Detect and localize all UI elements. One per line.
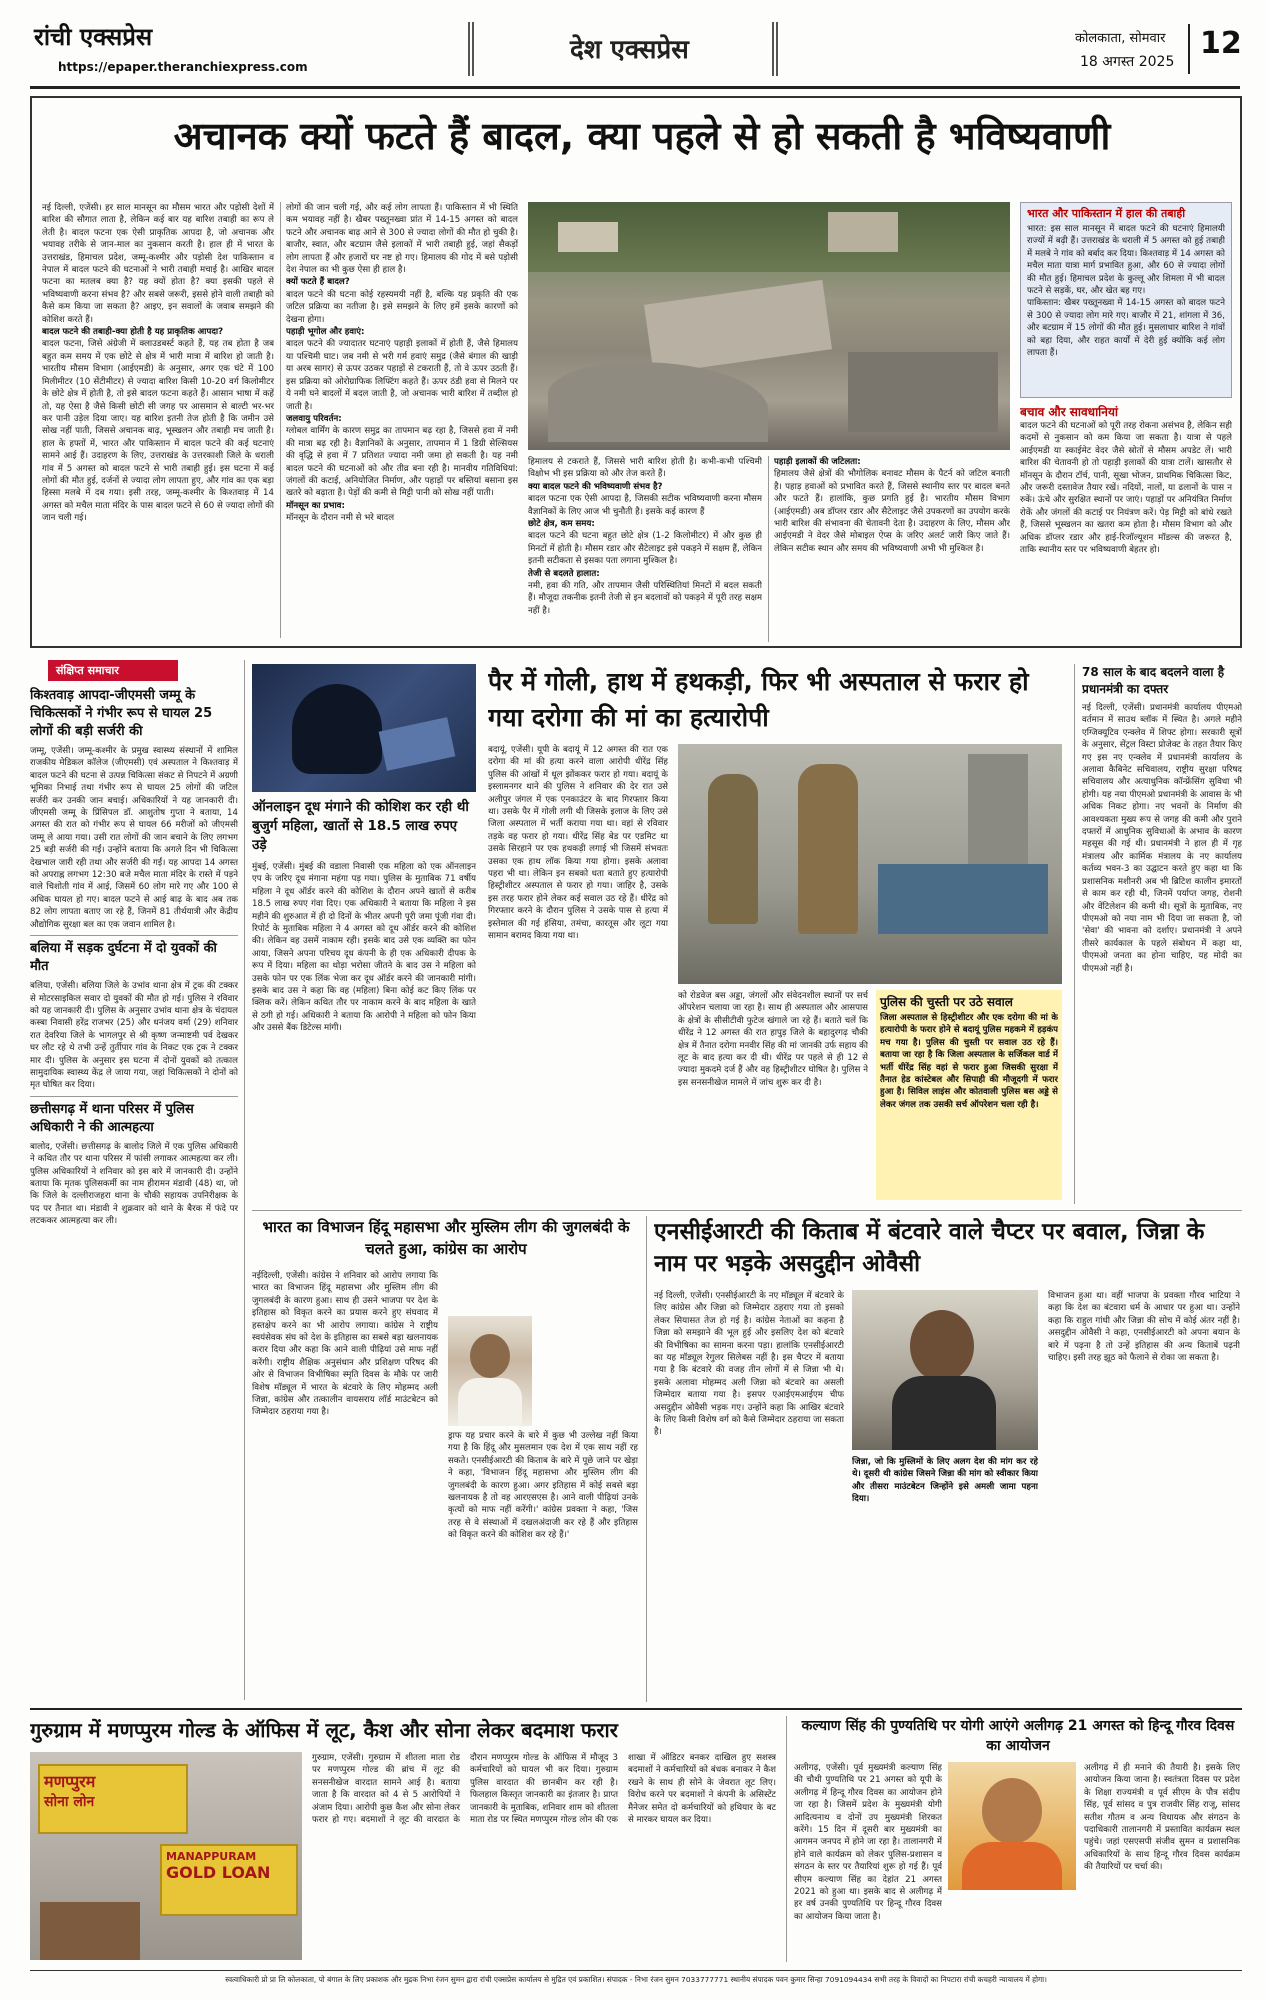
briefs-vrule xyxy=(244,660,245,1700)
lead-mid-text: हिमालय से टकराते हैं, जिससे भारी बारिश होती है। कभी-कभी पश्चिमी विक्षोभ भी इस प्रक्रिया को और तेज करते हैं। xyxy=(528,457,762,480)
date: 18 अगस्त 2025 xyxy=(1080,54,1175,70)
masthead xyxy=(30,18,1242,82)
lead-col2-text-d: ग्लोबल वार्मिंग के कारण समुद्र का तापमान बढ़ रहा है, जिससे हवा में नमी की मात्रा बढ़ रही है। वैज्ञानिकों के अनुसार, तापमान में 1 डिग्री सेल्सियस की वृद्धि से हवा में 7 प्रतिशत ज्यादा नमी जमा हो सकती है। यह नमी बादल फटने की घटनाओं को और तीव्र बना रही है। मानवीय गतिविधियां: जंगलों की कटाई, अनियोजित निर्माण, और पहाड़ों पर बस्तियां बसाना इस खतरे को बढ़ाता है। पेड़ों की कमी से मिट्टी पानी को सोख नहीं पाती। xyxy=(286,426,518,499)
congress-photo xyxy=(448,1316,532,1426)
gold-sign-english-2: GOLD LOAN xyxy=(166,1863,271,1882)
safety-box xyxy=(1020,404,1232,642)
page-divider xyxy=(1188,24,1190,74)
daroga-body: बदायूं, एजेंसी। यूपी के बदायूं में 12 अगस्त की रात एक दरोगा की मां की हत्या करने वाला आरोपी धीरेंद्र सिंह पुलिस की आंखों में धूल झोंककर फरार हो गया। बदायूं के इस्लामनगर थाने की पुलिस ने शनिवार की देर रात उसे अलीपुर जंगल में एक एनकाउंटर के बाद गिरफ्तार किया था। उसके पैर में गोली लगी थी जिसके इलाज के लिए उसे जिला अस्पताल में भर्ती कराया गया था। वहां से रविवार तड़के वह फरार हो गया। धीरेंद्र सिंह बेड पर एडमिट था उसके सिरहाने पर एक हथकड़ी लगाई भी जिसमें संभवतः उसका एक हाथ लॉक किया गया होगा। इसके अलावा पहरा भी था। लेकिन इन सबको धता बताते हुए हत्यारोपी हिस्ट्रीशीटर अस्पताल से फरार हो गया। जाहिर है, उसके इस तरह फरार होने लेकर कई सवाल उठ रहे हैं। धीरेंद्र को गिरफ्तार करने के दौरान पुलिस ने उसके पास से हत्या में इस्तेमाल की गई हंसिया, तमंचा, कारतूस और लूटा गया सामान बरामद किया गया था। xyxy=(488,745,668,942)
owaisi-body2: विभाजन हुआ था। वहीं भाजपा के प्रवक्ता गौरव भाटिया ने कहा कि देश का बंटवारा धर्म के आधार पर हुआ था। उन्होंने कहा कि राहुल गांधी और जिन्ना की सोच में कोई अंतर नहीं है। असदुद्दीन ओवैसी ने कहा, एनसीईआरटी को अपना बयान के बारे में पढ़ना है तो उन्हें इतिहास की अन्य किताबें पढ़नी चाहिए। इसी तरह झूठ को फैलाने से रोका जा सकता है। xyxy=(1048,1291,1240,1364)
section-title: देश एक्सप्रेस xyxy=(570,35,689,65)
city-day: कोलकाता, सोमवार xyxy=(1075,31,1166,46)
bottom-rule xyxy=(30,1708,1242,1710)
lead-col2-text-e: मॉनसून के दौरान नमी से भरे बादल xyxy=(286,513,395,524)
page-number: 12 xyxy=(1200,26,1242,61)
briefs-label: संक्षिप्त समाचार xyxy=(48,660,178,681)
lead-mid-text3: बादल फटने की घटना बहुत छोटे क्षेत्र (1-2 किलोमीटर) में और कुछ ही मिनटों में होती है। मौसम रडार और सैटेलाइट इसे पकड़ने में सक्षम हैं, लेकिन इतनी सटीकता से इसका पता लगाना मुश्किल है। xyxy=(528,531,762,567)
congress-head: भारत का विभाजन हिंदू महासभा और मुस्लिम लीग की जुगलबंदी के चलते हुआ, कांग्रेस का आरोप xyxy=(262,1218,630,1258)
yogi-head: कल्याण सिंह की पुण्यतिथि पर योगी आएंगे अलीगढ़ 21 अगस्त को हिन्दू गौरव दिवस का आयोजन xyxy=(801,1718,1235,1754)
milk-head: ऑनलाइन दूध मंगाने की कोशिश कर रही थी बुजुर्ग महिला, खातों से 18.5 लाख रुपए उड़े xyxy=(252,799,469,853)
daroga-box-title: पुलिस की चुस्ती पर उठे सवाल xyxy=(880,995,1013,1009)
owaisi-caption: जिन्ना, जो कि मुस्लिमों के लिए अलग देश की मांग कर रहे थे। दूसरी थी कांग्रेस जिसने जिन्ना की मांग को स्वीकार किया और तीसरा माउंटबेटन जिन्होंने इसे अमली जामा पहना दिया। xyxy=(852,1457,1038,1505)
yogi-photo xyxy=(948,1762,1076,1890)
gold-sign-english xyxy=(160,1844,298,1916)
milk-body: मुंबई, एजेंसी। मुंबई की वडाला निवासी एक महिला को एक ऑनलाइन एप के जरिए दूध मंगाना महंगा पड़ गया। पुलिस के मुताबिक 71 वर्षीय महिला ने दूध ऑर्डर करने की कोशिश के दौरान अपने खातों से करीब 18.5 लाख रुपए गंवा दिए। एक अधिकारी ने बताया कि महिला ने इस महीने की शुरुआत में ही दो दिनों के भीतर अपनी पूरी जमा पूंजी गंवा दी। रिपोर्ट के मुताबिक महिला ने 4 अगस्त को दूध ऑर्डर करने की कोशिश की। लेकिन वह उसमें नाकाम रही। इसके बाद उसे एक व्यक्ति का फोन आया, जिसने अपना परिचय दूध कंपनी के ही एक अधिकारी दीपक के रूप में दिया। महिला का थोड़ा भरोसा जीतने के बाद उस ने महिला को उसके फोन पर एक लिंक भेजा कर दूध ऑर्डर करने की जानकारी मांगी। इसके बाद उस ने कहा कि वह (महिला) बिना कोई कट किए लिंक पर क्लिक करें। लेकिन कथित तौर पर नाकाम करने के बाद महिला के खाते से ठगी हो गई। अधिकारी ने बताया कि आरोपी ने महिला को फोन किया और उससे बैंक डिटेल्स मांगी। xyxy=(252,862,476,1034)
masthead-rule xyxy=(30,86,1240,89)
gold-head: गुरुग्राम में मणप्पुरम गोल्ड के ऑफिस में लूट, कैश और सोना लेकर बदमाश फरार xyxy=(30,1718,618,1742)
gold-photo xyxy=(30,1752,302,1960)
briefs-column xyxy=(30,660,238,1702)
brief1-head: किश्तवाड़ आपदा-जीएमसी जम्मू के चिकित्सकों ने गंभीर रूप से घायल 25 लोगों की बड़ी सर्जरी की xyxy=(30,688,213,739)
yogi-body2: अलीगढ़ में ही मनाने की तैयारी है। इसके लिए आयोजन किया जाना है। स्वतंत्रता दिवस पर प्रदेश के शिक्षा राज्यमंत्री व पूर्व सीएम के पौत्र संदीप सिंह, पूर्व सांसद व पुत्र राजवीर सिंह राजू, सांसद सतीश गौतम व अन्य विधायक और संगठन के पदाधिकारी तालानगरी में प्रस्तावित कार्यक्रम स्थल पहुंचे। जहां एसएसपी संजीव सुमन व प्रशासनिक अधिकारियों के साथ हिन्दू गौरव दिवस कार्यक्रम की तैयारियों पर चर्चा की। xyxy=(1084,1763,1240,1873)
gold-vrule xyxy=(786,1716,787,1962)
lead-col2-sub1: क्यों फटते हैं बादल? xyxy=(286,277,350,288)
lead-col-2 xyxy=(286,202,518,642)
lead-col2-sub2: पहाड़ी भूगोल और हवाएं: xyxy=(286,327,365,338)
safety-box-body: बादल फटने की घटनाओं को पूरी तरह रोकना असंभव है, लेकिन सही कदमों से नुकसान को कम किया जा सकता है। यात्रा से पहले आईएमडी या स्काईमेट वेदर जैसे स्रोतों से मौसम अपडेट लें। भारी बारिश की चेतावनी हो तो पहाड़ी इलाकों की यात्रा टालें। खासतौर से मॉनसून के दौरान टॉर्च, पानी, सूखा भोजन, प्राथमिक चिकित्सा किट, और जरूरी दस्तावेज तैयार रखें। नदियों, नालों, या ढलानों के पास न रुकें। ऊंचे और सुरक्षित स्थानों पर जाएं। पहाड़ों पर अनियंत्रित निर्माण रोकें और जंगलों की कटाई पर नियंत्रण करें। पेड़ मिट्टी को बांधे रखते हैं, जिससे भूस्खलन का खतरा कम होता है। मौसम विभाग को और अधिक डॉप्लर रडार और हाई-रिजॉल्यूशन मॉडल्स की जरूरत है, ताकि स्थानीय स्तर पर भविष्यवाणी बेहतर हो। xyxy=(1020,421,1232,556)
gold-sign-hindi-2: सोना लोन xyxy=(44,1794,95,1810)
brief-rule-2 xyxy=(30,1096,238,1097)
lead-mid-sub3: तेजी से बदलते हालात: xyxy=(528,568,600,579)
safety-box-title: बचाव और सावधानियां xyxy=(1020,405,1119,419)
yogi-body: अलीगढ़, एजेंसी। पूर्व मुख्यमंत्री कल्याण सिंह की चौथी पुण्यतिथि पर 21 अगस्त को यूपी के अलीगढ़ में हिन्दू गौरव दिवस का आयोजन होने जा रहा है। जिसमें प्रदेश के मुख्यमंत्री योगी आदित्यनाथ व दोनों उप मुख्यमंत्री शिरकत करेंगे। 15 दिन में दूसरी बार मुख्यमंत्री का आगमन जनपद में होने जा रहा है। तालानगरी में होने वाले कार्यक्रम को लेकर पुलिस-प्रशासन व संगठन के स्तर पर तैयारियां शुरू हो गई हैं। पूर्व सीएम कल्याण सिंह का देहांत 21 अगस्त 2021 को हुआ था। इसके बाद से अलीगढ़ में हर वर्ष उनकी पुण्यतिथि पर हिन्दू गौरव दिवस का आयोजन किया जाता है। xyxy=(794,1763,942,1922)
daroga-head: पैर में गोली, हाथ में हथकड़ी, फिर भी अस्पताल से फरार हो गया दरोगा की मां का हत्यारोपी xyxy=(488,667,1029,732)
lead-col1-text: नई दिल्ली, एजेंसी। हर साल मानसून का मौसम भारत और पड़ोसी देशों में बारिश की सौगात लाता है, लेकिन कई बार यह बारिश तबाही का रूप ले लेती है। बादल फटना एक ऐसी प्राकृतिक आपदा है, जो अचानक और भयावह तरीके से जान-माल का नुकसान करती है। हाल ही में भारत के उत्तराखंड, हिमाचल प्रदेश, जम्मू-कश्मीर और पड़ोसी देश पाकिस्तान व नेपाल में बादल फटने की घटनाओं ने भारी तबाही मचाई है। आखिर बादल फटना का मतलब क्या है? यह क्यों होता है? क्या इसकी पहले से भविष्यवाणी करना संभव है? और सबसे जरूरी, इससे होने वाली तबाही को कैसे कम किया जा सकता है? आइए, इन सवालों के जवाब समझने की कोशिश करते हैं। xyxy=(42,203,274,325)
daroga-box-body: जिला अस्पताल से हिस्ट्रीशीटर और एक दरोगा की मां के हत्यारोपी के फरार होने से बदायूं पुलिस महकमे में हड़कंप मच गया है। पुलिस की चुस्ती पर सवाल उठ रहे हैं। बताया जा रहा है कि जिला अस्पताल के सर्जिकल वार्ड में भर्ती धीरेंद्र सिंह वहां से फरार हुआ जिसकी सुरक्षा में तैनात हेड कांस्टेबल और सिपाही की मौजूदगी में फरार हुआ है। सिविल लाइंस और कोतवाली पुलिस बस अड्डे से लेकर जंगल तक उसकी सर्च ऑपरेशन चला रही है। xyxy=(880,1013,1058,1110)
congress-body: नईदिल्ली, एजेंसी। कांग्रेस ने शनिवार को आरोप लगाया कि भारत का विभाजन हिंदू महासभा और मुस्लिम लीग की जुगलबंदी के कारण हुआ। साथ ही उसने भाजपा पर देश के इतिहास को विकृत करने का प्रयास करने हुए संघवाद में हस्तक्षेप करने का भी आरोप लगाया। कांग्रेस ने राष्ट्रीय स्वयंसेवक संघ को देश के इतिहास का सबसे बड़ा खलनायक करार दिया और कहा कि आने वाली पीढ़ियां उसे माफ नहीं करेंगी। राष्ट्रीय शैक्षिक अनुसंधान और प्रशिक्षण परिषद की ओर से विभाजन विभीषिका स्मृति दिवस के मौके पर जारी विशेष मॉड्यूल में भारत के बंटवारे के लिए मोहम्मद अली जिन्ना, कांग्रेस और तत्कालीन वायसराय लॉर्ड माउंटबेटन को जिम्मेदार ठहराया गया है। xyxy=(252,1271,438,1418)
lead-mid-col-2 xyxy=(774,456,1010,642)
brief3-head: छत्तीसगढ़ में थाना परिसर में पुलिस अधिकारी ने की आत्महत्या xyxy=(30,1101,194,1135)
cloudburst-photo xyxy=(528,202,1010,450)
brief-rule-1 xyxy=(30,935,238,936)
lead-col1-sub: बादल फटने की तबाही-क्या होती है यह प्राकृतिक आपदा? xyxy=(42,327,224,338)
congress-body2: ड्राफ यह प्रचार करने के बारे में कुछ भी उल्लेख नहीं किया गया है कि हिंदू और मुसलमान एक देश में एक साथ नहीं रह सकते। एनसीईआरटी की किताब के बारे में पूछे जाने पर खेड़ा ने कहा, 'विभाजन हिंदू महासभा और मुस्लिम लीग की जुगलबंदी के कारण हुआ। अगर इतिहास में कोई सबसे बड़ा खलनायक है तो वह आरएसएस है। आने वाली पीढ़ियां उनके कृत्यों को माफ नहीं करेंगी।' कांग्रेस प्रवक्ता ने कहा, 'जिस तरह से वे संस्थाओं में दखलअंदाजी कर रहे हैं और इतिहास को विकृत करने की कोशिश कर रहे हैं।' xyxy=(448,1431,638,1541)
congress-vrule xyxy=(646,1216,647,1702)
gold-sign-hindi xyxy=(38,1764,188,1834)
lead-mid-sub1: क्या बादल फटने की भविष्यवाणी संभव है? xyxy=(528,481,663,492)
gold-sign-english-1: MANAPPURAM xyxy=(166,1850,257,1863)
daroga-photo xyxy=(678,744,1062,984)
gold-story xyxy=(30,1716,778,1964)
gold-body: गुरुग्राम, एजेंसी। गुरुग्राम में शीतला माता रोड पर मणप्पुरम गोल्ड की ब्रांच में लूट की सनसनीखेज वारदात सामने आई है। बताया जाता है कि वारदात को 4 से 5 आरोपियों ने अंजाम दिया। आरोपी कुछ कैश और सोना लेकर फरार हो गए। बदमाशों ने लूट की वारदात के दौरान मणप्पुरम गोल्ड के ऑफिस में मौजूद 3 कर्मचारियों को घायल भी कर दिया। गुरुग्राम पुलिस वारदात की छानबीन कर रही है। फिलहाल किस्तृत जानकारी का इंतजार है। प्राप्त जानकारी के मुताबिक, शनिवार शाम को शीतला माता रोड पर स्थित मणप्पुरम गोल्ड लोन की एक शाखा में ऑडिटर बनकर दाखिल हुए सशस्त्र बदमाशों ने कर्मचारियों को बंधक बनाकर ने कैश रखने के साथ ही सोने के जेवरात लूट लिए। विरोध करने पर बदमाशों ने कंपनी के असिस्टेंट मैनेजर समेत दो कर्मचारियों को हथियार के बट से मारकर घायल कर दिया। xyxy=(312,1753,776,1826)
milk-photo xyxy=(252,664,476,792)
footer-imprint: स्वत्वाधिकारी प्रो प्रा लि कोलकाता, पो बंगाल के लिए प्रकाशक और मुद्रक निभा रंजन सुमन द्वारा रांची एक्सप्रेस कार्यालय से मुद्रित एवं प्रकाशित। संपादक - निभा रंजन सुमन 7033777771 स्थानीय संपादक पवन कुमार सिन्हा 7091094434 सभी तरह के विवादों का निपटारा रांची कचहरी न्यायालय में होगा। xyxy=(225,1975,1047,1984)
lead-headline: अचानक क्यों फटते हैं बादल, क्या पहले से हो सकती है भविष्यवाणी xyxy=(173,114,1111,158)
owaisi-story xyxy=(654,1216,1242,1702)
footer-rule xyxy=(30,1970,1242,1971)
pmo-story xyxy=(1082,664,1242,1204)
owaisi-photo xyxy=(852,1290,1038,1450)
lead-col2-text-b: बादल फटने की घटना कोई रहस्यमयी नहीं है, बल्कि यह प्रकृति की एक जटिल प्रक्रिया का नतीजा है। इसे समझने के लिए हमें इसके कारणों को देखना होगा। xyxy=(286,289,518,325)
brief1-body: जम्मू, एजेंसी। जम्मू-कश्मीर के प्रमुख स्वास्थ्य संस्थानों में शामिल राजकीय मेडिकल कॉलेज (जीएमसी) एवं अस्पताल ने किश्तवाड़ में बादल फटने की घटना से उत्पन्न चिकित्सा संकट से निपटने में अग्रणी भूमिका निभाई तथा गंभीर रूप से घायल 25 लोगों की जटिल सर्जरी कर उनकी जान बचाई। अधिकारियों ने यह जानकारी दी। जीएमसी जम्मू के प्रिंसिपल डॉ. आशुतोष गुप्ता ने बताया, 14 अगस्त की रात को गंभीर रूप से घायल 66 मरीजों को जीएमसी जम्मू ले आया गया। उसी रात लोगों की जान बचाने के लिए लगभग 25 बड़ी सर्जरी की गईं। उन्होंने बताया कि अगले दिन भी चिकित्सा देखभाल जारी रही तथा और सर्जरी की गईं। यह आपदा 14 अगस्त को अपराह्न लगभग 12:30 बजे मचैल माता मंदिर के रास्ते में पड़ने वाले चिशोती गांव में आई, जिसमें 60 लोग मारे गए और 100 से अधिक घायल हो गए। बादल फटने से आई बाढ़ के बाद अब तक 82 लोग लापता बताए जा रहे हैं, जिनमें 81 तीर्थयात्री और केंद्रीय औद्योगिक सुरक्षा बल का एक जवान शामिल है। xyxy=(30,746,238,930)
lead-col1-text-b: बादल फटना, जिसे अंग्रेजी में क्लाउडबर्स्ट कहते हैं, यह तब होता है जब बहुत कम समय में एक छोटे से क्षेत्र में भारी मात्रा में बारिश हो जाती है। भारतीय मौसम विभाग (आईएमडी) के अनुसार, अगर एक घंटे में 100 मिलीमीटर (10 सेंटीमीटर) से ज्यादा बारिश किसी 10-20 वर्ग किलोमीटर के छोटे क्षेत्र में होती है, तो इसे बादल फटना कहते हैं। आसान भाषा में कहें तो, यह ऐसा है जैसे किसी छोटी सी जगह पर आसमान से बाल्टी भर-भर कर पानी उड़ेल दिया जाए। यह बारिश इतनी तेज होती है कि जमीन उसे सोख नहीं पाती, जिससे अचानक बाढ़, भूस्खलन और तबाही मच जाती है। हाल के हफ्तों में, भारत और पाकिस्तान में बादल फटने की कई घटनाएं सामने आई हैं। उदाहरण के लिए, उत्तराखंड के उत्तरकाशी जिले के धराली गांव में 5 अगस्त को बादल फटने से भारी तबाही हुई। इस घटना में कई लोगों की मौत हुई, दर्जनों से ज्यादा लोग लापता हुए, और गांव का एक बड़ा हिस्सा मलबे में दब गया। इसी तरह, जम्मू-कश्मीर के किश्तवाड़ में 14 अगस्त को मचैल माता मंदिर के पास बादल फटने से 60 से ज्यादा लोगों की जान चली गई। xyxy=(42,339,274,524)
lead-mid-text4: नमी, हवा की गति, और तापमान जैसी परिस्थितियां मिनटों में बदल सकती हैं। मौजूदा तकनीक इतनी तेजी से इन बदलावों को पकड़ने में पूरी तरह सक्षम नहीं है। xyxy=(528,581,762,616)
owaisi-body: नई दिल्ली, एजेंसी। एनसीईआरटी के नए मॉड्यूल में बंटवारे के लिए कांग्रेस और जिन्ना को जिम्मेदार ठहराए गया तो इसको लेकर सियासत तेज हो गई है। कांग्रेस नेताओं का कहना है जिन्ना को समझाने की भूल हुई और इसलिए देश को बंटवारे की विभीषिका का सामना करना पड़ा। हालांकि एनसीईआरटी का यह मॉड्यूल रेगुलर सिलेबस नहीं है। इस चैप्टर में बताया गया है कि बंटवारे की वजह तीन लोगों में से जिन्ना भी थे। इसके अलावा मोहम्मद अली जिन्ना को बंटवारे का असली जिम्मेदार बताया गया है। इसपर एआईएमआईएम चीफ असदुद्दीन ओवैसी भड़क गए। उन्होंने कहा कि आखिर बंटवारे के लिए किसी विशेष वर्ग को कैसे जिम्मेदार ठहराया जा सकता है। xyxy=(654,1291,844,1438)
pmo-head: 78 साल के बाद बदलने वाला है प्रधानमंत्री का दफ्तर xyxy=(1082,665,1225,696)
lead-mid-text5: हिमालय जैसे क्षेत्रों की भौगोलिक बनावट मौसम के पैटर्न को जटिल बनाती है। पहाड़ हवाओं को प्रभावित करते हैं, जिससे स्थानीय स्तर पर बादल बनते और फटते हैं। हालांकि, कुछ प्रगति हुई है। भारतीय मौसम विभाग (आईएमडी) अब डॉप्लर रडार और सैटेलाइट जैसे उपकरणों का उपयोग करके भारी बारिश की संभावना की चेतावनी देता है। उदाहरण के लिए, मौसम और आईएमडी ने वेदर जैसे मोबाइल ऐप्स के जरिए अलर्ट जारी किए जाते हैं। लेकिन सटीक स्थान और समय की भविष्यवाणी अभी भी मुश्किल है। xyxy=(774,469,1010,554)
paper-name: रांची एक्सप्रेस xyxy=(34,23,153,51)
gold-sign-hindi-1: मणप्पुरम xyxy=(44,1772,96,1791)
brief2-head: बलिया में सड़क दुर्घटना में दो युवकों की मौत xyxy=(30,941,217,975)
lead-mid-sub4: पहाड़ी इलाकों की जटिलता: xyxy=(774,457,861,467)
lead-story xyxy=(30,96,1242,648)
yogi-story xyxy=(794,1716,1242,1964)
pmo-vrule xyxy=(1074,664,1075,1204)
india-pak-box xyxy=(1020,202,1232,398)
daroga-body2: को रोडवेज बस अड्डा, जंगलों और संवेदनशील स्थानों पर सर्च ऑपरेशन चलाया जा रहा है। साथ ही अस्पताल और आसपास के क्षेत्रों के सीसीटीवी फुटेज खंगाले जा रहे हैं। बताते चलें कि धीरेंद्र ने 12 अगस्त की रात हापुड़ जिले के बहादुरगढ़ चौकी क्षेत्र में तैनात दरोगा मनवीर सिंह की मां जानकी उर्फ सहाय की लूट के बाद हत्या कर दी थी। धीरेंद्र पर पहले से ही 12 से ज्यादा मुकदमे दर्ज हैं और वह हिस्ट्रीशीटर घोषित है। पुलिस ने इस सनसनीखेज मामले में जांच शुरू कर दी है। xyxy=(678,991,868,1088)
lead-mid-col-1 xyxy=(528,456,762,642)
lead-vrule-1 xyxy=(280,202,281,638)
lead-col2-sub4: मॉनसून का प्रभाव: xyxy=(286,500,345,511)
owaisi-head: एनसीईआरटी की किताब में बंटवारे वाले चैप्टर पर बवाल, जिन्ना के नाम पर भड़के असदुद्दीन ओवैसी xyxy=(654,1219,1205,1277)
daroga-story xyxy=(488,664,1068,1204)
epaper-url[interactable]: https://epaper.theranchiexpress.com xyxy=(58,60,308,74)
lead-vrule-2 xyxy=(768,456,769,642)
pmo-body: नई दिल्ली, एजेंसी। प्रधानमंत्री कार्यालय पीएमओ वर्तमान में साउथ ब्लॉक में स्थित है। अगले महीने एग्जिक्यूटिव एन्क्लेव में शिफ्ट होगा। सरकारी सूत्रों के अनुसार, सेंट्रल विस्टा प्रोजेक्ट के तहत तैयार किए गए इस नए एन्क्लेव में प्रधानमंत्री कार्यालय के अलावा कैबिनेट सचिवालय, राष्ट्रीय सुरक्षा परिषद सचिवालय और अत्याधुनिक कॉन्फ्रेंसिंग सुविधा भी होगी। यह नया पीएमओ प्रधानमंत्री के आवास के भी अधिक निकट होगा। नए भवनों के निर्माण की आवश्यकता मुख्य रूप से जगह की कमी और पुराने दफ्तरों में आधुनिक सुविधाओं के अभाव के कारण महसूस की गई थी। प्रधानमंत्री ने हाल ही में गृह मंत्रालय और कार्मिक मंत्रालय के नए कार्यालय कर्तव्य भवन-3 का उद्घाटन करते हुए कहा था कि प्रशासनिक मशीनरी अब भी ब्रिटिश कालीन इमारतों से काम कर रही थी, जिनमें पर्याप्त जगह, रोशनी और वेंटिलेशन की कमी थी। सूत्रों के मुताबिक, नए पीएमओ को नया नाम भी दिया जा सकता है, जो 'सेवा' की भावना को दर्शाए। प्रधानमंत्री ने अपने तीसरे कार्यकाल के पहले संबोधन में कहा था, पीएमओ जनता का होना चाहिए, यह मोदी का पीएमओ नहीं है। xyxy=(1082,703,1242,974)
mid-rule xyxy=(252,1210,1242,1211)
brief3-body: बालोद, एजेंसी। छत्तीसगढ़ के बालोद जिले में एक पुलिस अधिकारी ने कथित तौर पर थाना परिसर में फांसी लगाकर आत्महत्या कर ली। पुलिस अधिकारियों ने शनिवार को इस बारे में जानकारी दी। उन्होंने बताया कि मृतक पुलिसकर्मी का नाम हीरामन मंडावी (48) था, जो कि जिले के दल्लीराजहरा थाना के चौकी सहायक उपनिरीक्षक के पद पर तैनात था। मंडावी ने शुक्रवार को थाने के बैरक में फंदे पर लटककर आत्महत्या कर ली। xyxy=(30,1141,238,1227)
daroga-box xyxy=(876,990,1062,1200)
lead-mid-text2: बादल फटना एक ऐसी आपदा है, जिसकी सटीक भविष्यवाणी करना मौसम वैज्ञानिकों के लिए आज भी चुनौती है। इसके कई कारण हैं xyxy=(528,494,762,517)
lead-col2-sub3: जलवायु परिवर्तन: xyxy=(286,413,342,424)
lead-mid-sub2: छोटे क्षेत्र, कम समय: xyxy=(528,519,595,530)
brief2-body: बलिया, एजेंसी। बलिया जिले के उभांव थाना क्षेत्र में ट्रक की टक्कर से मोटरसाइकिल सवार दो युवकों की मौत हो गई। पुलिस ने रविवार को यह जानकारी दी। पुलिस के अनुसार उभांव थाना क्षेत्र के चंदायल कस्बा निवासी हरेंद्र राजभर (25) और धनंजय वर्मा (29) शनिवार रात देवरिया जिले के भागलपुर से श्री कृष्ण जन्माष्टमी पर्व देखकर घर लौट रहे थे तभी उन्हें तुर्तीपार गांव के निकट एक ट्रक ने टक्कर मार दी। पुलिस के अनुसार इस घटना में दोनों युवकों को तत्काल सामुदायिक स्वास्थ्य केंद्र ले जाया गया, जहां चिकित्सकों ने दोनों को मृत घोषित कर दिया। xyxy=(30,981,238,1091)
india-pak-box-body1: भारत: इस साल मानसून में बादल फटने की घटनाएं हिमालयी राज्यों में बढ़ी हैं। उत्तराखंड के धराली में 5 अगस्त को हुई तबाही में मलबे ने गांव को बर्बाद कर दिया। किश्तवाड़ में 14 अगस्त को मचैल माता यात्रा मार्ग प्रभावित हुआ, और 60 से ज्यादा लोगों की मौत हुई। हिमाचल प्रदेश के कुल्लू और शिमला में भी बादल फटने से सड़कें, घर, और खेत बह गए। xyxy=(1027,224,1225,297)
milk-story xyxy=(252,664,476,1204)
lead-col2-text-c: बादल फटने की ज्यादातर घटनाएं पहाड़ी इलाकों में होती हैं, जैसे हिमालय या पश्चिमी घाट। जब नमी से भरी गर्म हवाएं समुद्र (जैसे बंगाल की खाड़ी या अरब सागर) से ऊपर उठकर पहाड़ों से टकराती हैं, तो वे ऊपर उठती हैं। इस प्रक्रिया को ओरोग्राफिक लिफ्टिंग कहते हैं। ऊपर ठंडी हवा से मिलने पर ये नमी घने बादलों में बदल जाती है, जो अचानक भारी बारिश में तब्दील हो जाती है। xyxy=(286,339,518,412)
congress-story xyxy=(252,1216,640,1702)
lead-col-1 xyxy=(42,202,274,642)
india-pak-box-body2: पाकिस्तान: खैबर पख्तूनख्वा में 14-15 अगस्त को बादल फटने से 300 से ज्यादा लोग मारे गए। बाजौर में 21, शांगला में 36, और बटग्राम में 15 लोगों की मौत हुई। मुसलाधार बारिश ने गांवों को बहा दिया, और राहत कार्यों में देरी हुई क्योंकि कई लोग लापता हैं। xyxy=(1027,298,1225,359)
india-pak-box-title: भारत और पाकिस्तान में हाल की तबाही xyxy=(1027,207,1186,220)
lead-col2-text: लोगों की जान चली गई, और कई लोग लापता हैं। पाकिस्तान में भी स्थिति कम भयावह नहीं है। खैबर पख्तूनख्वा प्रांत में 14-15 अगस्त को बादल फटने और अचानक बाढ़ आने से 300 से ज्यादा लोगों की मौत हो चुकी है। बाजौर, स्वात, और बटग्राम जैसे इलाकों में भारी तबाही हुई, जहां सैकड़ों लोग लापता हैं और हजारों घर नष्ट हो गए। हिमालय की गोद में बसे पड़ोसी देश नेपाल का भी कुछ ऐसा ही हाल है। xyxy=(286,203,518,276)
